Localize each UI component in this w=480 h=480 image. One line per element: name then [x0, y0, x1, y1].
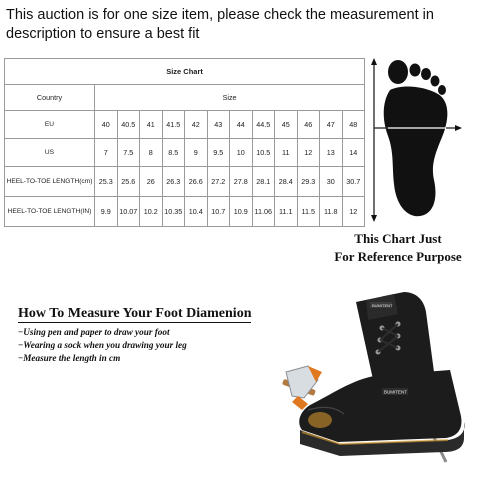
table-row: [5, 139, 365, 167]
size-chart-title: Size Chart: [5, 59, 365, 85]
size-cell: 25.3: [95, 167, 118, 197]
size-cell: 40: [95, 111, 118, 139]
size-cell: 28.4: [275, 167, 298, 197]
row-label: HEEL-TO-TOE LENGTH(cm): [5, 167, 95, 197]
size-chart-table: [4, 58, 365, 227]
size-cell: 14: [342, 139, 365, 167]
table-row: [5, 197, 365, 227]
footprint-icon: [368, 56, 468, 226]
size-cell: 10.4: [185, 197, 208, 227]
size-cell: 11: [275, 139, 298, 167]
reference-line-1: This Chart Just: [354, 231, 442, 246]
size-cell: 11.8: [320, 197, 343, 227]
size-cell: 8.5: [162, 139, 185, 167]
size-cell: 47: [320, 111, 343, 139]
size-cell: 40.5: [117, 111, 140, 139]
size-cell: 30: [320, 167, 343, 197]
size-header: Size: [95, 85, 365, 111]
size-cell: 10: [230, 139, 253, 167]
size-cell: 44.5: [252, 111, 275, 139]
how-to-measure-heading: How To Measure Your Foot Diamenion: [18, 306, 252, 321]
size-cell: 10.07: [117, 197, 140, 227]
list-item: −Using pen and paper to draw your foot: [18, 327, 170, 337]
size-cell: 43: [207, 111, 230, 139]
reference-note: [318, 230, 478, 266]
size-cell: 10.7: [207, 197, 230, 227]
foot-diagram: [368, 56, 468, 226]
size-cell: 10.2: [140, 197, 163, 227]
size-cell: 11.1: [275, 197, 298, 227]
size-cell: 10.35: [162, 197, 185, 227]
size-cell: 27.2: [207, 167, 230, 197]
boot-tongue-label: BUMITENT: [372, 303, 393, 308]
size-cell: 27.8: [230, 167, 253, 197]
auction-notice: [6, 6, 476, 44]
size-cell: 26: [140, 167, 163, 197]
reference-line-2: For Reference Purpose: [334, 249, 462, 264]
row-label: US: [5, 139, 95, 167]
size-cell: 10.9: [230, 197, 253, 227]
size-cell: 48: [342, 111, 365, 139]
boot-icon: [278, 280, 480, 480]
size-cell: 8: [140, 139, 163, 167]
row-label: HEEL-TO-TOE LENGTH(IN): [5, 197, 95, 227]
boot-side-label: BUMITENT: [384, 389, 407, 395]
size-cell: 44: [230, 111, 253, 139]
size-cell: 28.1: [252, 167, 275, 197]
size-cell: 11.06: [252, 197, 275, 227]
size-cell: 9.5: [207, 139, 230, 167]
size-cell: 12: [297, 139, 320, 167]
size-cell: 9: [185, 139, 208, 167]
size-cell: 26.3: [162, 167, 185, 197]
size-cell: 9.9: [95, 197, 118, 227]
size-cell: 46: [297, 111, 320, 139]
size-cell: 42: [185, 111, 208, 139]
size-cell: 30.7: [342, 167, 365, 197]
measure-steps-list: [18, 326, 298, 365]
table-row: [5, 167, 365, 197]
size-cell: 25.6: [117, 167, 140, 197]
size-cell: 13: [320, 139, 343, 167]
country-header: Country: [5, 85, 95, 111]
size-cell: 7: [95, 139, 118, 167]
table-row: [5, 111, 365, 139]
notice-line-1: This auction is for one size item, please check the measurement in: [6, 7, 434, 23]
size-cell: 11.5: [297, 197, 320, 227]
size-cell: 12: [342, 197, 365, 227]
list-item: −Wearing a sock when you drawing your leg: [18, 340, 187, 350]
size-cell: 41: [140, 111, 163, 139]
size-cell: 41.5: [162, 111, 185, 139]
size-cell: 29.3: [297, 167, 320, 197]
size-cell: 45: [275, 111, 298, 139]
size-cell: 10.5: [252, 139, 275, 167]
row-label: EU: [5, 111, 95, 139]
size-cell: 26.6: [185, 167, 208, 197]
list-item: −Measure the length in cm: [18, 353, 121, 363]
work-boot-image: [278, 280, 480, 480]
notice-line-2: description to ensure a best fit: [6, 26, 200, 42]
size-cell: 7.5: [117, 139, 140, 167]
